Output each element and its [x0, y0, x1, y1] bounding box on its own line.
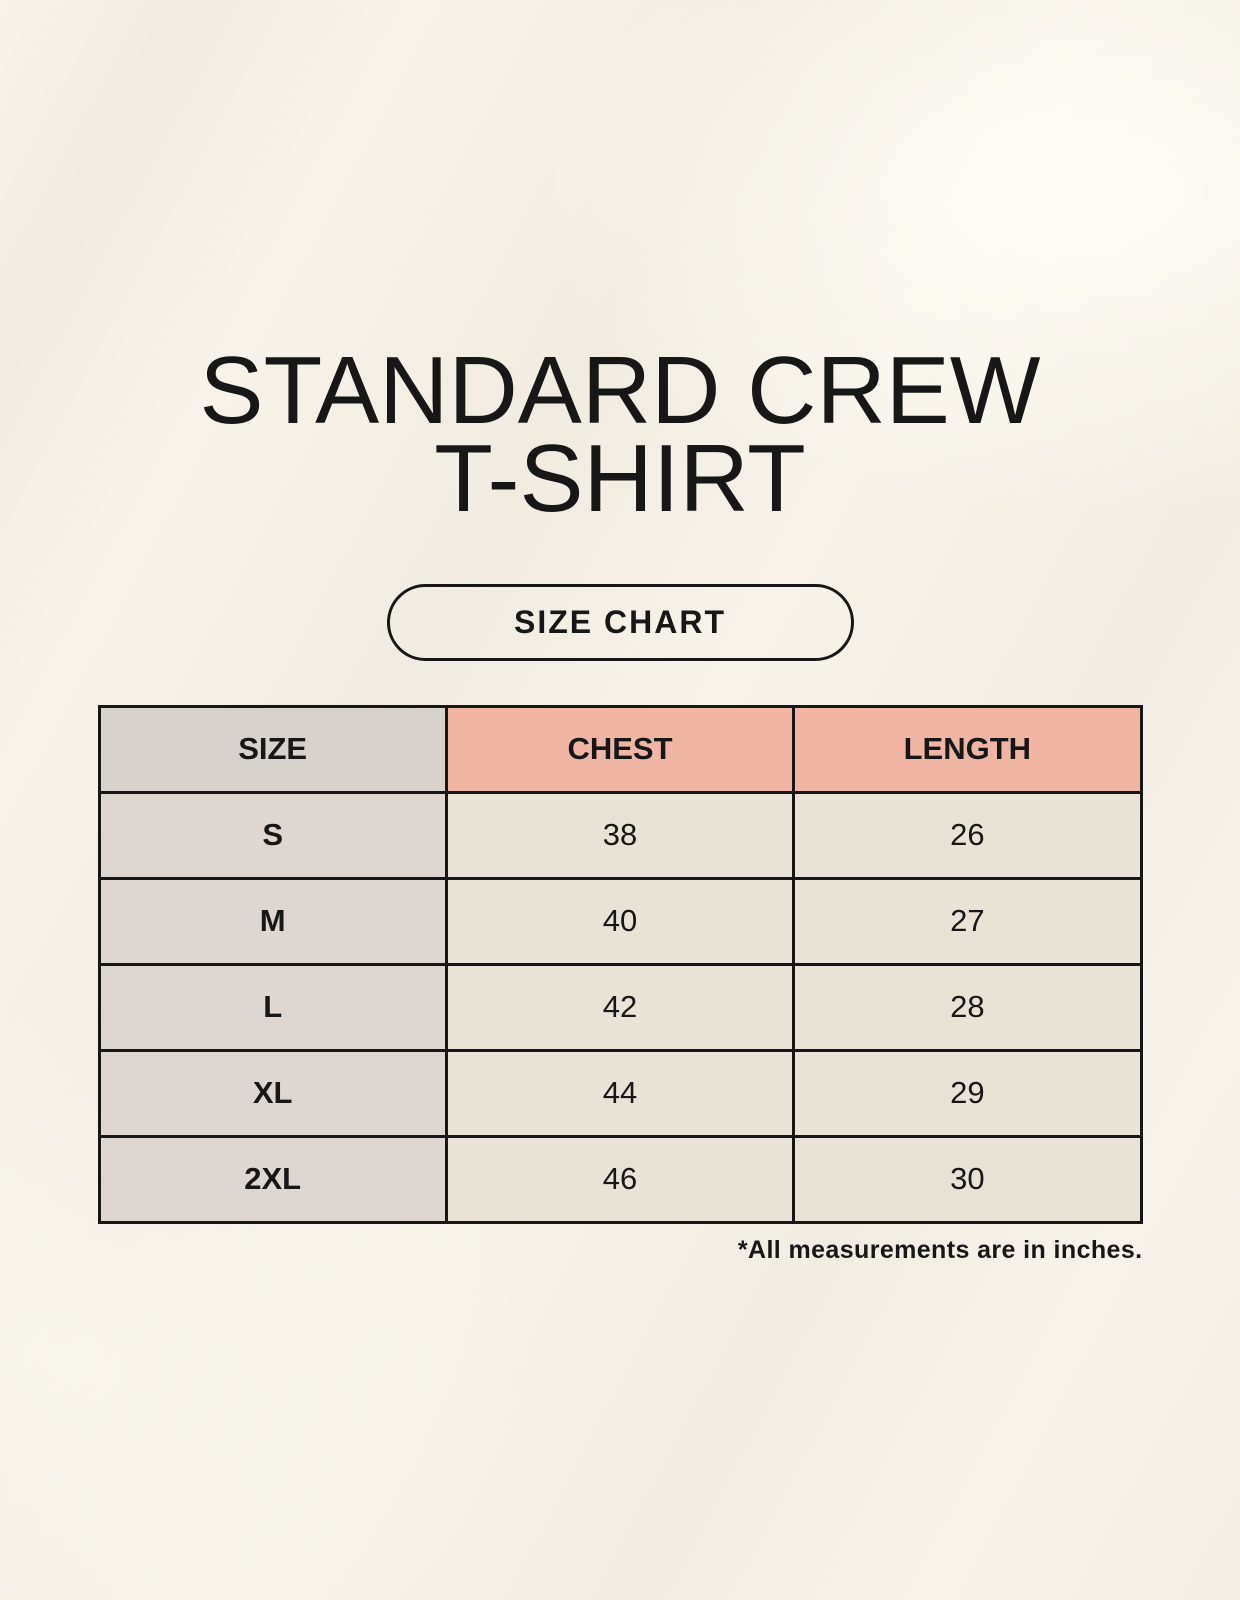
size-cell: M — [99, 878, 446, 964]
size-cell: L — [99, 964, 446, 1050]
page-title — [0, 0, 1240, 533]
chest-cell: 40 — [446, 878, 793, 964]
size-chart-button[interactable] — [387, 584, 854, 661]
chest-cell: 42 — [446, 964, 793, 1050]
size-cell: S — [99, 792, 446, 878]
length-cell: 28 — [794, 964, 1141, 1050]
table-header-row — [99, 706, 1141, 792]
size-chart-button-label: SIZE CHART — [514, 603, 726, 640]
title-line-1: STANDARD CREW — [199, 337, 1041, 444]
table-row — [99, 1050, 1141, 1136]
size-cell: 2XL — [99, 1136, 446, 1222]
title-line-2: T-SHIRT — [434, 425, 806, 533]
length-cell: 30 — [794, 1136, 1141, 1222]
length-cell: 27 — [794, 878, 1141, 964]
header-cell-size: SIZE — [99, 706, 446, 792]
chest-cell: 44 — [446, 1050, 793, 1136]
length-cell: 29 — [794, 1050, 1141, 1136]
chest-cell: 38 — [446, 792, 793, 878]
table-row — [99, 1136, 1141, 1222]
measurement-note: *All measurements are in inches. — [737, 1235, 1143, 1264]
table-row — [99, 964, 1141, 1050]
table-row — [99, 792, 1141, 878]
table-row — [99, 878, 1141, 964]
header-cell-length: LENGTH — [794, 706, 1141, 792]
header-cell-chest: CHEST — [446, 706, 793, 792]
length-cell: 26 — [794, 792, 1141, 878]
size-table — [98, 705, 1143, 1224]
size-cell: XL — [99, 1050, 446, 1136]
chest-cell: 46 — [446, 1136, 793, 1222]
